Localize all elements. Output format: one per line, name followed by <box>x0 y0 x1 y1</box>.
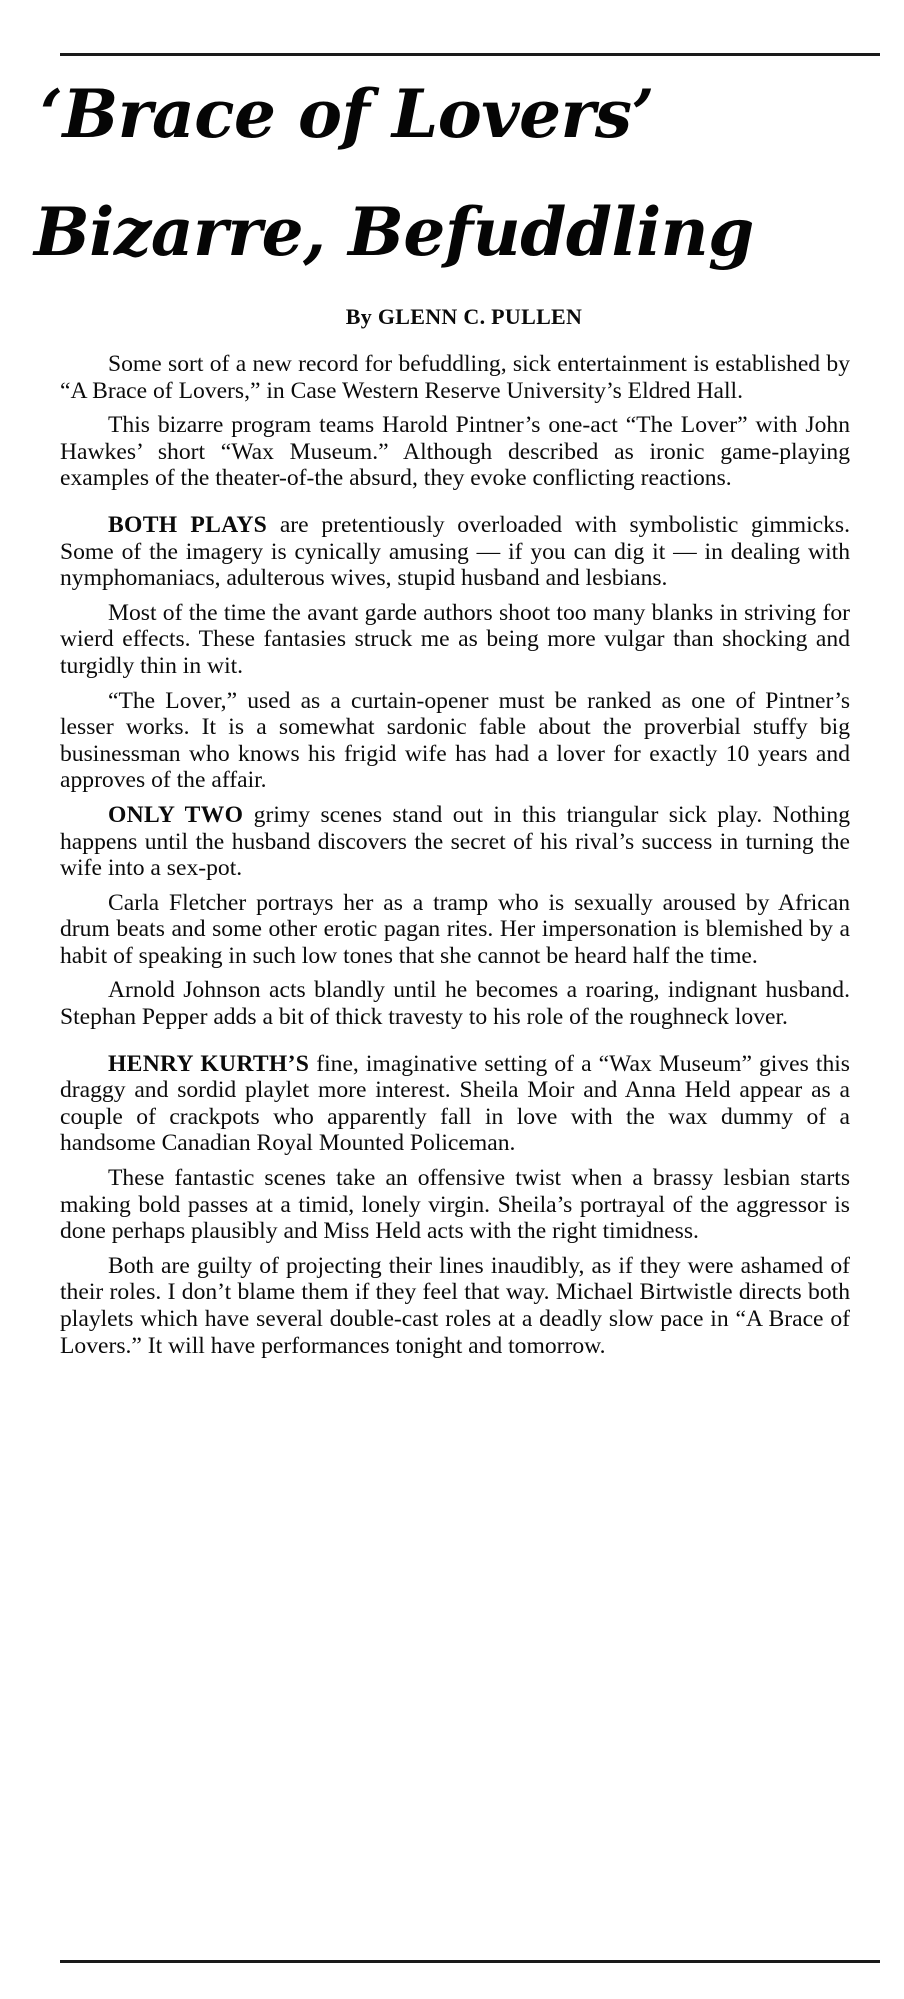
paragraph-lead-in: BOTH PLAYS <box>108 511 268 538</box>
paragraph <box>60 351 850 404</box>
paragraph-text: This bizarre program teams Harold Pintner’s one-act “The Lover” with John Hawkes’ short “Wax Museum.” Although described as ironic game-playing examples of the theater-of-the absurd, they evoke conflicting reactions. <box>60 412 850 492</box>
paragraph-text: fine, imaginative setting of a “Wax Museum” gives this draggy and sordid playlet more interest. Sheila Moir and Anna Held appear as a couple of crackpots who apparently fall in love with the wax dummy of a handsome Canadian Royal Mounted Policeman. <box>60 1050 850 1157</box>
paragraph <box>60 890 850 970</box>
paragraph <box>60 977 850 1030</box>
byline-author: GLENN C. PULLEN <box>377 304 583 329</box>
paragraph-lead-in: HENRY KURTH’S <box>108 1050 310 1077</box>
paragraph <box>60 1051 850 1157</box>
paragraph-text: grimy scenes stand out in this triangular sick play. Nothing happens until the husband discovers the secret of his rival’s success in turning the wife into a sex-pot. <box>60 801 850 882</box>
paragraph <box>60 802 850 882</box>
headline-line-2: Bizarre, Befuddling <box>34 193 754 271</box>
top-rule <box>60 53 880 56</box>
article-body <box>60 351 850 1367</box>
paragraph-text: “The Lover,” used as a curtain-opener must be ranked as one of Pintner’s lesser works. It is a somewhat sardonic fable about the proverbial stuffy big businessman who knows his frigid wife has had a lover for exactly 10 years and approves of the affair. <box>60 687 850 794</box>
paragraph <box>60 688 850 794</box>
paragraph <box>60 600 850 680</box>
paragraph-text: Some sort of a new record for befuddling, sick entertainment is established by “A Brace of Lovers,” in Case Western Reserve University’s Eldred Hall. <box>60 351 850 404</box>
paragraph <box>60 512 850 592</box>
paragraph-lead-in: ONLY TWO <box>108 801 244 828</box>
paragraph-text: Arnold Johnson acts blandly until he becomes a roaring, indignant husband. Stephan Pepper adds a bit of thick travesty to his role of the roughneck lover. <box>60 977 850 1031</box>
bottom-rule <box>60 1960 880 1963</box>
paragraph-text: Most of the time the avant garde authors shoot too many blanks in striving for wierd effects. These fantasies struck me as being more vulgar than shocking and turgidly thin in wit. <box>60 599 850 679</box>
paragraph-text: are pretentiously overloaded with symbolistic gimmicks. Some of the imagery is cynically amusing — if you can dig it — in dealing with nymphomaniacs, adulterous wives, stupid husband and lesbians. <box>60 511 850 592</box>
paragraph-text: These fantastic scenes take an offensive twist when a brassy lesbian starts making bold passes at a timid, lonely virgin. Sheila’s portrayal of the aggressor is done perhaps plausibly and Miss Held acts with the right timidness. <box>60 1165 850 1245</box>
paragraph-text: Both are guilty of projecting their lines inaudibly, as if they were ashamed of their roles. I don’t blame them if they feel that way. Michael Birtwistle directs both playlets which have several double-cast roles at a deadly slow pace in “A Brace of Lovers.” It will have performances tonight and tomorrow. <box>60 1252 850 1359</box>
headline-line-1: ‘Brace of Lovers’ <box>40 75 655 153</box>
byline <box>0 304 904 330</box>
paragraph <box>60 1165 850 1245</box>
paragraph-text: Carla Fletcher portrays her as a tramp who is sexually aroused by African drum beats and some other erotic pagan rites. Her impersonation is blemished by a habit of speaking in such low tones that she cannot be heard half the time. <box>60 889 850 969</box>
paragraph <box>60 1253 850 1359</box>
byline-prefix: By <box>345 304 373 329</box>
paragraph <box>60 412 850 492</box>
